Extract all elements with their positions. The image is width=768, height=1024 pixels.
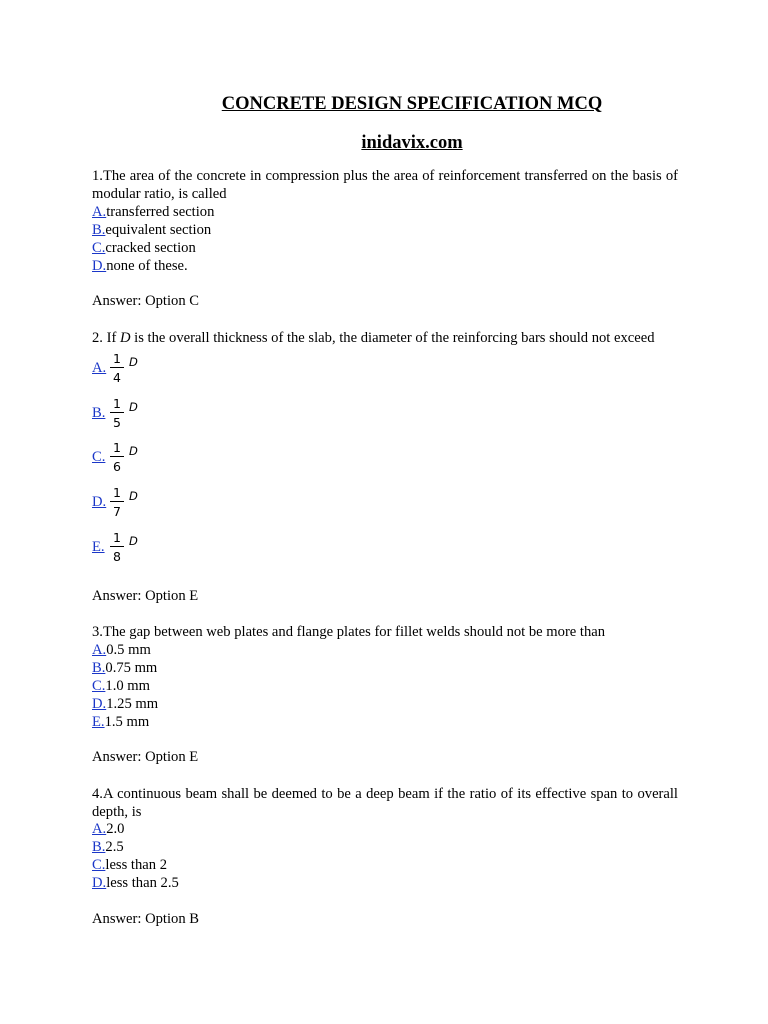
fraction-numerator: 1 bbox=[113, 485, 121, 500]
question-1-text: 1.The area of the concrete in compression plus the area of reinforcement transferred on the basis of modular ratio, is called bbox=[92, 168, 678, 202]
option-text: cracked section bbox=[105, 240, 196, 256]
option-letter-link[interactable]: D. bbox=[92, 494, 107, 510]
fraction-denominator: 5 bbox=[113, 415, 121, 430]
fraction bbox=[110, 396, 124, 430]
fraction-numerator: 1 bbox=[113, 351, 121, 366]
fraction-variable: D bbox=[129, 444, 138, 458]
question-2-option-e[interactable] bbox=[92, 530, 212, 564]
question-3-option-b[interactable] bbox=[92, 659, 678, 677]
option-letter-link[interactable]: C. bbox=[92, 240, 106, 256]
question-4-options bbox=[92, 820, 678, 892]
fraction-bar bbox=[110, 501, 124, 502]
question-2-variable: D bbox=[119, 330, 131, 346]
question-4-option-a[interactable] bbox=[92, 820, 678, 838]
question-1-answer: Answer: Option C bbox=[92, 293, 200, 309]
option-text: 2.0 bbox=[106, 821, 125, 837]
document-title: CONCRETE DESIGN SPECIFICATION MCQ bbox=[221, 94, 603, 114]
question-4-option-c[interactable] bbox=[92, 856, 678, 874]
option-letter-link[interactable]: C. bbox=[92, 449, 106, 465]
fraction bbox=[110, 485, 124, 519]
question-2-text bbox=[92, 329, 678, 347]
fraction-bar bbox=[110, 367, 124, 368]
option-text: 1.25 mm bbox=[106, 696, 159, 712]
question-1-option-b[interactable] bbox=[92, 221, 678, 239]
option-letter-link[interactable]: A. bbox=[92, 204, 107, 220]
option-letter-link[interactable]: C. bbox=[92, 678, 106, 694]
fraction-variable: D bbox=[129, 355, 138, 369]
fraction bbox=[110, 440, 124, 474]
fraction-variable: D bbox=[129, 534, 138, 548]
question-4-option-b[interactable] bbox=[92, 838, 678, 856]
fraction-bar bbox=[110, 546, 124, 547]
question-3-text: 3.The gap between web plates and flange plates for fillet welds should not be more than bbox=[92, 624, 606, 640]
option-letter-link[interactable]: A. bbox=[92, 821, 107, 837]
option-letter-link[interactable]: A. bbox=[92, 360, 107, 376]
question-3-option-a[interactable] bbox=[92, 641, 678, 659]
option-letter-link[interactable]: D. bbox=[92, 875, 107, 891]
fraction-numerator: 1 bbox=[113, 530, 121, 545]
option-letter-link[interactable]: B. bbox=[92, 660, 106, 676]
question-1-option-a[interactable] bbox=[92, 203, 678, 221]
question-4-answer: Answer: Option B bbox=[92, 911, 200, 927]
fraction-denominator: 7 bbox=[113, 504, 121, 519]
option-text: less than 2 bbox=[105, 857, 168, 873]
option-text: none of these. bbox=[106, 258, 188, 274]
question-2-option-b[interactable] bbox=[92, 396, 212, 430]
fraction-numerator: 1 bbox=[113, 440, 121, 455]
option-text: transferred section bbox=[106, 204, 215, 220]
fraction-denominator: 6 bbox=[113, 459, 121, 474]
fraction-variable: D bbox=[129, 400, 138, 414]
question-2-option-d[interactable] bbox=[92, 485, 212, 519]
option-text: 1.0 mm bbox=[105, 678, 150, 694]
question-1-option-c[interactable] bbox=[92, 239, 678, 257]
question-3-answer: Answer: Option E bbox=[92, 749, 199, 765]
fraction bbox=[110, 351, 124, 385]
option-letter-link[interactable]: A. bbox=[92, 642, 107, 658]
option-letter-link[interactable]: B. bbox=[92, 222, 106, 238]
question-3-option-d[interactable] bbox=[92, 695, 678, 713]
fraction-bar bbox=[110, 412, 124, 413]
option-letter-link[interactable]: E. bbox=[92, 714, 105, 730]
question-3-option-e[interactable] bbox=[92, 713, 678, 731]
question-4-option-d[interactable] bbox=[92, 874, 678, 892]
option-text: 2.5 bbox=[105, 839, 124, 855]
option-text: equivalent section bbox=[105, 222, 212, 238]
fraction-variable: D bbox=[129, 489, 138, 503]
option-letter-link[interactable]: C. bbox=[92, 857, 106, 873]
fraction bbox=[110, 530, 124, 564]
fraction-denominator: 8 bbox=[113, 549, 121, 564]
option-text: 1.5 mm bbox=[104, 714, 150, 730]
question-2-option-c[interactable] bbox=[92, 440, 212, 474]
question-3-options bbox=[92, 641, 678, 731]
question-2-answer: Answer: Option E bbox=[92, 588, 199, 604]
question-1-option-d[interactable] bbox=[92, 257, 678, 275]
option-letter-link[interactable]: B. bbox=[92, 839, 106, 855]
option-letter-link[interactable]: E. bbox=[92, 539, 105, 555]
question-2-text-after: is the overall thickness of the slab, the diameter of the reinforcing bars should not exceed bbox=[130, 330, 655, 346]
fraction-denominator: 4 bbox=[113, 370, 121, 385]
option-text: 0.5 mm bbox=[106, 642, 151, 658]
fraction-bar bbox=[110, 456, 124, 457]
question-3-option-c[interactable] bbox=[92, 677, 678, 695]
question-2-text-before: 2. If bbox=[92, 330, 120, 346]
option-text: 0.75 mm bbox=[105, 660, 158, 676]
option-letter-link[interactable]: D. bbox=[92, 696, 107, 712]
question-1-options bbox=[92, 203, 678, 275]
option-text: less than 2.5 bbox=[106, 875, 179, 891]
fraction-numerator: 1 bbox=[113, 396, 121, 411]
option-letter-link[interactable]: D. bbox=[92, 258, 107, 274]
site-name: inidavix.com bbox=[361, 133, 463, 153]
question-4-text: 4.A continuous beam shall be deemed to be a deep beam if the ratio of its effective span to overall depth, is bbox=[92, 786, 678, 820]
question-2-option-a[interactable] bbox=[92, 351, 212, 385]
option-letter-link[interactable]: B. bbox=[92, 405, 106, 421]
